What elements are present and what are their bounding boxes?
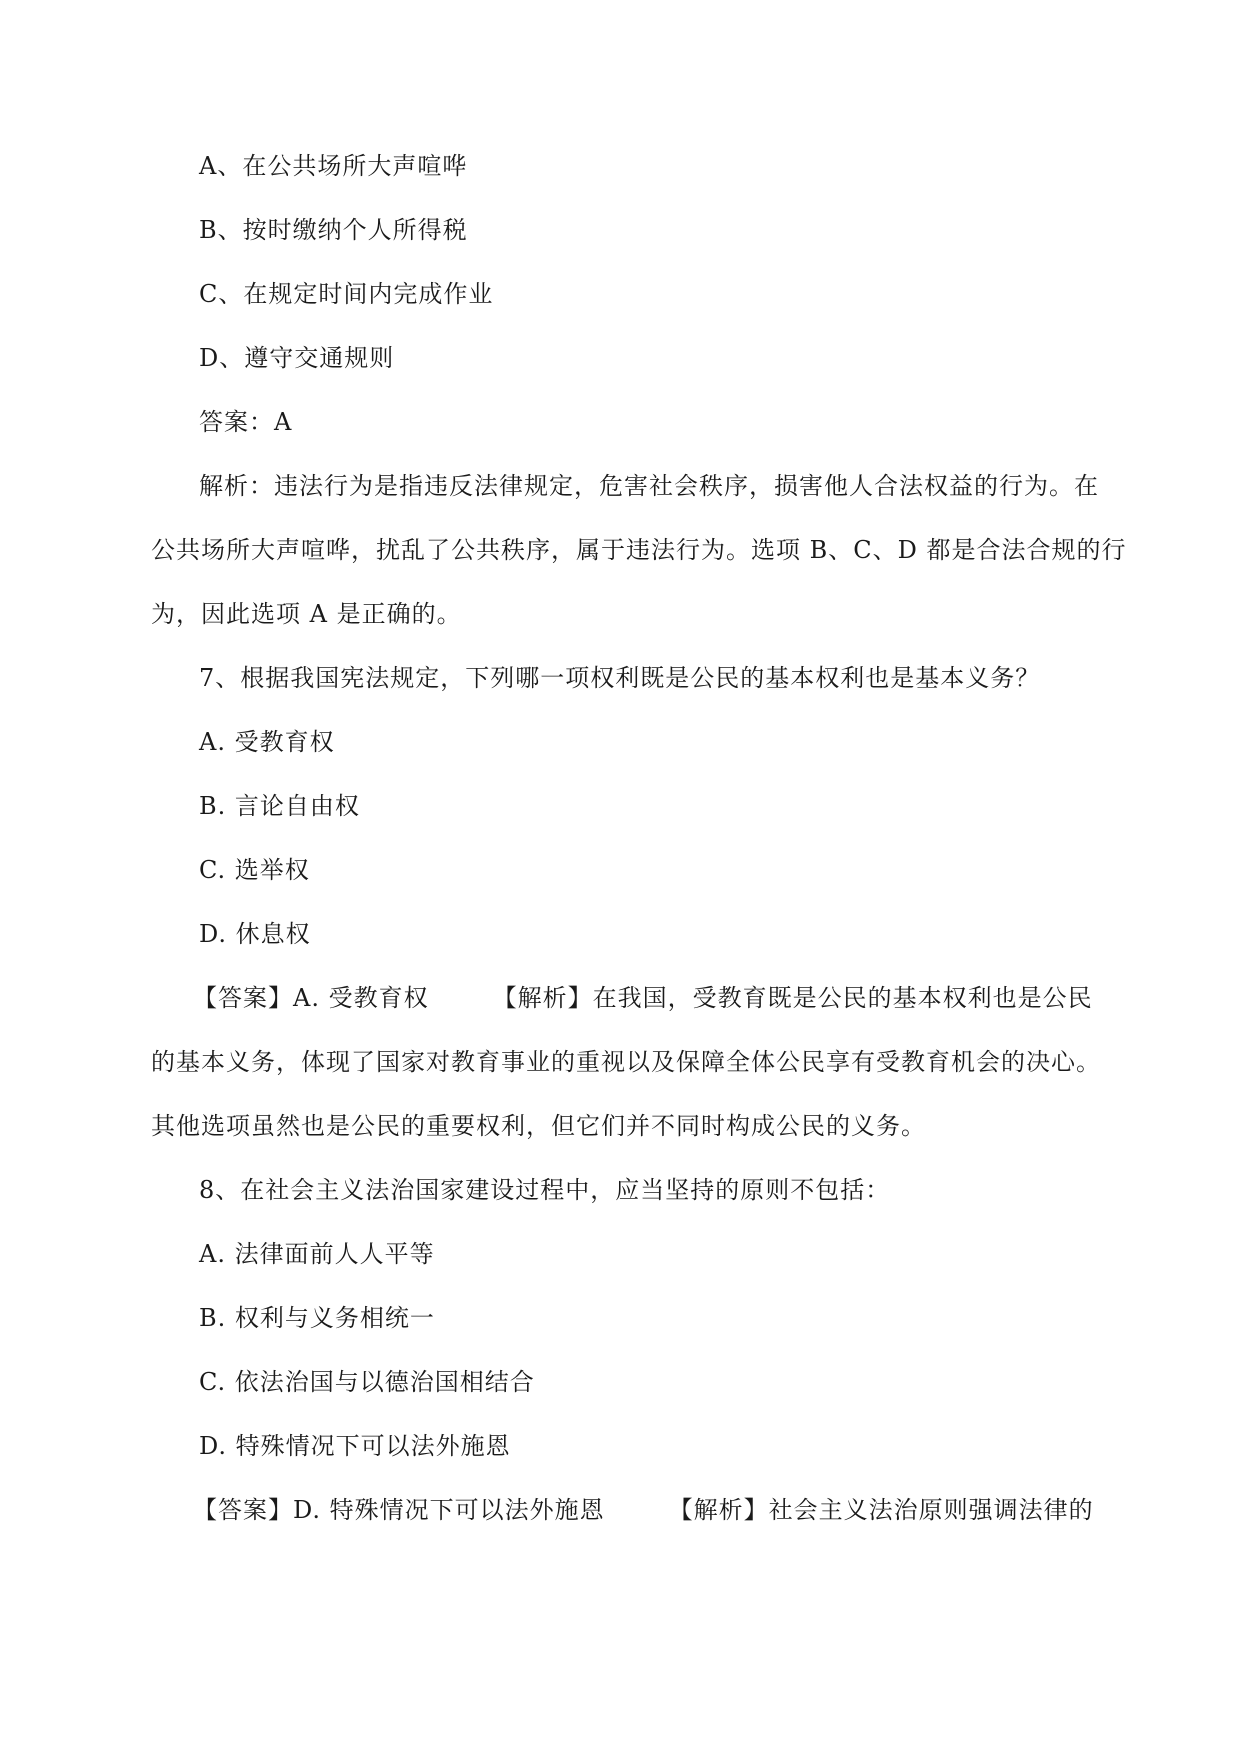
q8-answer: 【答案】D. 特殊情况下可以法外施恩 — [193, 1496, 605, 1524]
q7-question: 7、根据我国宪法规定，下列哪一项权利既是公民的基本权利也是基本义务？ — [199, 664, 1041, 692]
q8-option-d: D. 特殊情况下可以法外施恩 — [199, 1432, 511, 1460]
q8-option-c: C. 依法治国与以德治国相结合 — [199, 1368, 535, 1396]
q7-answer-line — [193, 982, 1093, 1014]
q8-option-a: A. 法律面前人人平等 — [199, 1240, 435, 1268]
q7-option-a: A. 受教育权 — [199, 728, 335, 756]
q7-analysis-line-1: 【解析】在我国，受教育既是公民的基本权利也是公民 — [492, 984, 1093, 1012]
q8-question: 8、在社会主义法治国家建设过程中，应当坚持的原则不包括： — [199, 1176, 891, 1204]
q7-analysis-line-3: 其他选项虽然也是公民的重要权利，但它们并不同时构成公民的义务。 — [151, 1112, 926, 1140]
q6-analysis-line-2: 公共场所大声喧哗，扰乱了公共秩序，属于违法行为。选项 B、C、D 都是合法合规的行 — [151, 536, 1127, 564]
q6-analysis-line-3: 为，因此选项 A 是正确的。 — [151, 600, 462, 628]
q6-option-c: C、在规定时间内完成作业 — [199, 280, 494, 308]
q6-option-b: B、按时缴纳个人所得税 — [199, 216, 468, 244]
q7-option-c: C. 选举权 — [199, 856, 310, 884]
q6-option-a: A、在公共场所大声喧哗 — [199, 152, 468, 180]
q8-analysis-line-1: 【解析】社会主义法治原则强调法律的 — [668, 1496, 1094, 1524]
q7-option-d: D. 休息权 — [199, 920, 311, 948]
q8-answer-line — [193, 1494, 1094, 1526]
q6-option-d: D、遵守交通规则 — [199, 344, 395, 372]
q7-answer: 【答案】A. 受教育权 — [193, 984, 429, 1012]
q6-answer: 答案：A — [199, 408, 293, 436]
q7-analysis-line-2: 的基本义务，体现了国家对教育事业的重视以及保障全体公民享有受教育机会的决心。 — [151, 1048, 1101, 1076]
q7-option-b: B. 言论自由权 — [199, 792, 360, 820]
q6-analysis-line-1: 解析：违法行为是指违反法律规定，危害社会秩序，损害他人合法权益的行为。在 — [199, 472, 1099, 500]
q8-option-b: B. 权利与义务相统一 — [199, 1304, 435, 1332]
